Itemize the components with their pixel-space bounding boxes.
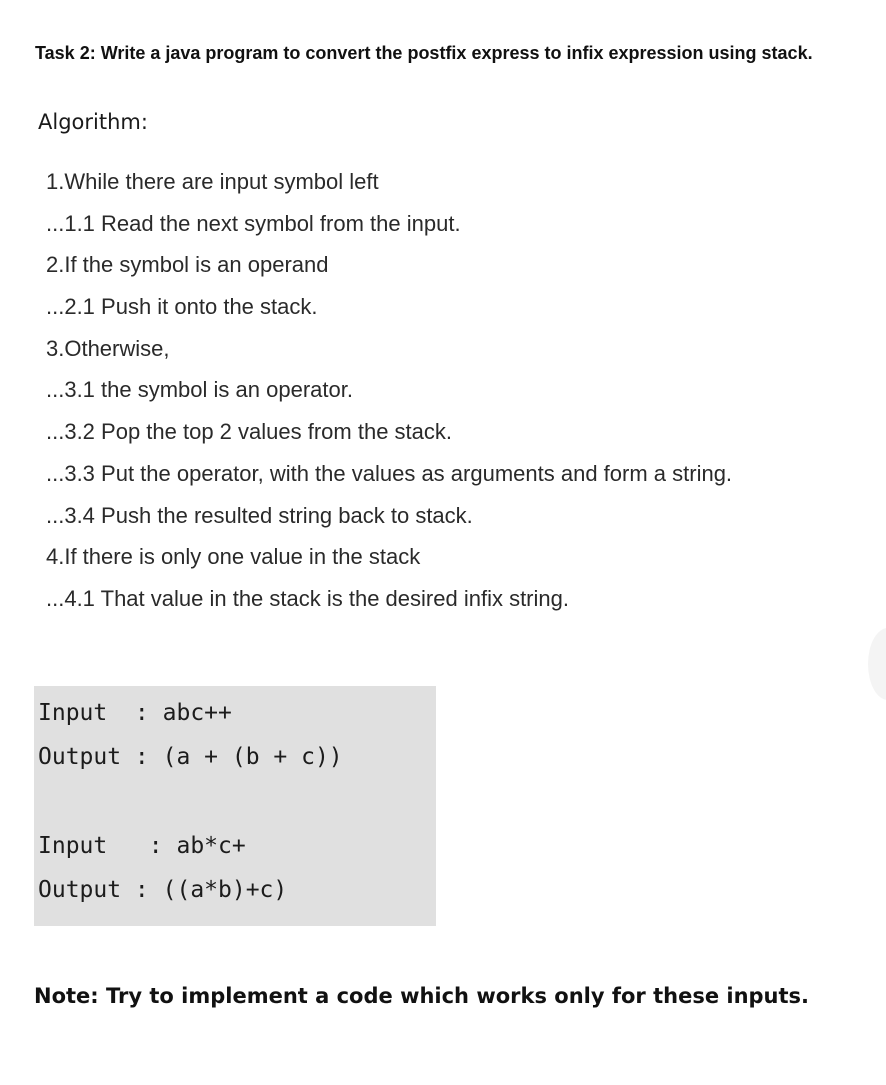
output-label: Output : <box>38 877 163 903</box>
output-label: Output : <box>38 744 163 770</box>
note-text: Note: Try to implement a code which works only for these inputs. <box>34 984 810 1008</box>
example-2-output <box>38 877 287 903</box>
input-label: Input : <box>38 833 177 859</box>
algorithm-step: ...3.3 Put the operator, with the values as arguments and form a string. <box>46 460 733 486</box>
algorithm-step: ...2.1 Push it onto the stack. <box>46 294 318 320</box>
task-title: Task 2: Write a java program to convert the postfix express to infix expression using stack. <box>35 43 813 63</box>
example-code-box <box>34 686 436 926</box>
output-value: (a + (b + c)) <box>162 744 343 770</box>
algorithm-step: ...1.1 Read the next symbol from the input. <box>46 210 461 236</box>
input-value: abc++ <box>162 700 232 726</box>
algorithm-step: ...4.1 That value in the stack is the desired infix string. <box>46 585 569 611</box>
output-value: ((a*b)+c) <box>162 877 288 903</box>
algorithm-step: ...3.4 Push the resulted string back to stack. <box>46 502 473 528</box>
input-label: Input : <box>38 700 163 726</box>
algorithm-step: ...3.2 Pop the top 2 values from the stack. <box>46 419 453 445</box>
edge-shadow-decoration <box>868 628 886 700</box>
algorithm-step: 2.If the symbol is an operand <box>46 252 329 278</box>
algorithm-step: 3.Otherwise, <box>46 335 170 361</box>
input-value: ab*c+ <box>176 833 246 859</box>
example-1-output <box>38 744 343 770</box>
example-1-input <box>38 700 232 726</box>
algorithm-step: 4.If there is only one value in the stack <box>46 544 421 570</box>
algorithm-heading: Algorithm: <box>38 110 148 134</box>
example-2-input <box>38 833 246 859</box>
algorithm-step: ...3.1 the symbol is an operator. <box>46 377 353 403</box>
algorithm-step: 1.While there are input symbol left <box>46 169 379 194</box>
algorithm-steps <box>46 168 732 627</box>
